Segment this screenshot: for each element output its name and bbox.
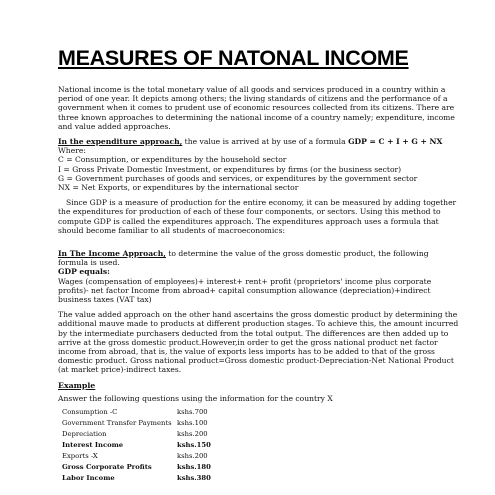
row-label: Gross Corporate Profits bbox=[62, 463, 152, 472]
page-title: MEASURES OF NATONAL INCOME bbox=[58, 46, 409, 70]
expenditure-formula: GDP = C + I + G + NX bbox=[348, 137, 443, 147]
row-label: Interest Income bbox=[62, 441, 124, 450]
example-instruction: Answer the following questions using the information for the country X bbox=[58, 393, 333, 403]
definition-nx: NX = Net Exports, or expenditures by the international sector bbox=[58, 183, 299, 193]
definition-i: I = Gross Private Domestic Investment, or expenditures by firms (or the business sector) bbox=[58, 164, 402, 174]
row-value: kshs.200 bbox=[177, 452, 208, 461]
definition-g: G = Government purchases of goods and services, or expenditures by the government sector bbox=[58, 173, 418, 183]
expenditure-text: the value is arrived at by use of a formula bbox=[182, 137, 349, 147]
value-added-paragraph: The value added approach on the other hand ascertains the gross domestic product by determining the additional mauve made to products at different production stages. To achieve this, the amount incurred by the intermediate purchasers deducted from the total output. The differences are then added up to arrive at the gross domestic product.However,in order to get the gross national product net factor income from abroad, that is, the value of exports less imports has to be added to that of the gross domestic product. Gross national product=Gross domestic product-Depreciation-Net National Product (at market price)-indirect taxes. bbox=[58, 310, 459, 375]
row-label: Exports -X bbox=[62, 452, 98, 461]
row-label: Consumption -C bbox=[62, 408, 118, 417]
table-row bbox=[62, 451, 237, 462]
expenditure-heading: In the expenditure approach, bbox=[58, 137, 183, 147]
row-value: kshs.180 bbox=[177, 463, 211, 472]
row-label: Labor Income bbox=[62, 474, 115, 483]
table-row bbox=[62, 418, 237, 429]
gdp-equals-label: GDP equals: bbox=[58, 267, 110, 277]
row-label: Government Transfer Payments bbox=[62, 419, 172, 428]
row-value: kshs.380 bbox=[177, 474, 211, 483]
example-table bbox=[62, 407, 237, 484]
intro-paragraph: National income is the total monetary value of all goods and services produced in a country within a period of one year. It depicts among others; the living standards of citizens and the performance of a government when it comes to prudent use of economic resources collected from its citizens. There are three known approaches to determining the national income of a country namely; expenditure, income and value added approaches. bbox=[58, 85, 455, 131]
table-row bbox=[62, 429, 237, 440]
income-section bbox=[58, 249, 461, 304]
expenditure-intro bbox=[58, 137, 461, 146]
income-heading: In The Income Approach, bbox=[58, 249, 166, 259]
example-heading: Example bbox=[58, 380, 96, 390]
table-row bbox=[62, 440, 237, 451]
row-value: kshs.700 bbox=[177, 408, 208, 417]
expenditure-paragraph: Since GDP is a measure of production for the entire economy, it can be measured by adding together the expenditures for production of each of these four components, or sectors. Using this method to compute GDP is called the expenditures approach. The expenditures approach uses a formula that should become familiar to all students of macroeconomics: bbox=[58, 198, 457, 235]
table-row bbox=[62, 462, 237, 473]
income-intro bbox=[58, 249, 461, 267]
row-value: kshs.200 bbox=[177, 430, 208, 439]
table-row bbox=[62, 407, 237, 418]
row-value: kshs.100 bbox=[177, 419, 208, 428]
row-value: kshs.150 bbox=[177, 441, 211, 450]
where-label: Where: bbox=[58, 146, 86, 156]
row-label: Depreciation bbox=[62, 430, 107, 439]
income-text: to determine the value of the gross domestic product, the following formula is used. bbox=[58, 249, 429, 268]
income-formula: Wages (compensation of employees)+ interest+ rent+ profit (proprietors' income plus corporate profits)- net factor Income from abroad+ capital consumption allowance (depreciation)+indirect business taxes (VAT tax) bbox=[58, 276, 432, 305]
expenditure-section bbox=[58, 137, 461, 192]
table-row bbox=[62, 473, 237, 484]
definition-c: C = Consumption, or expenditures by the household sector bbox=[58, 155, 287, 165]
